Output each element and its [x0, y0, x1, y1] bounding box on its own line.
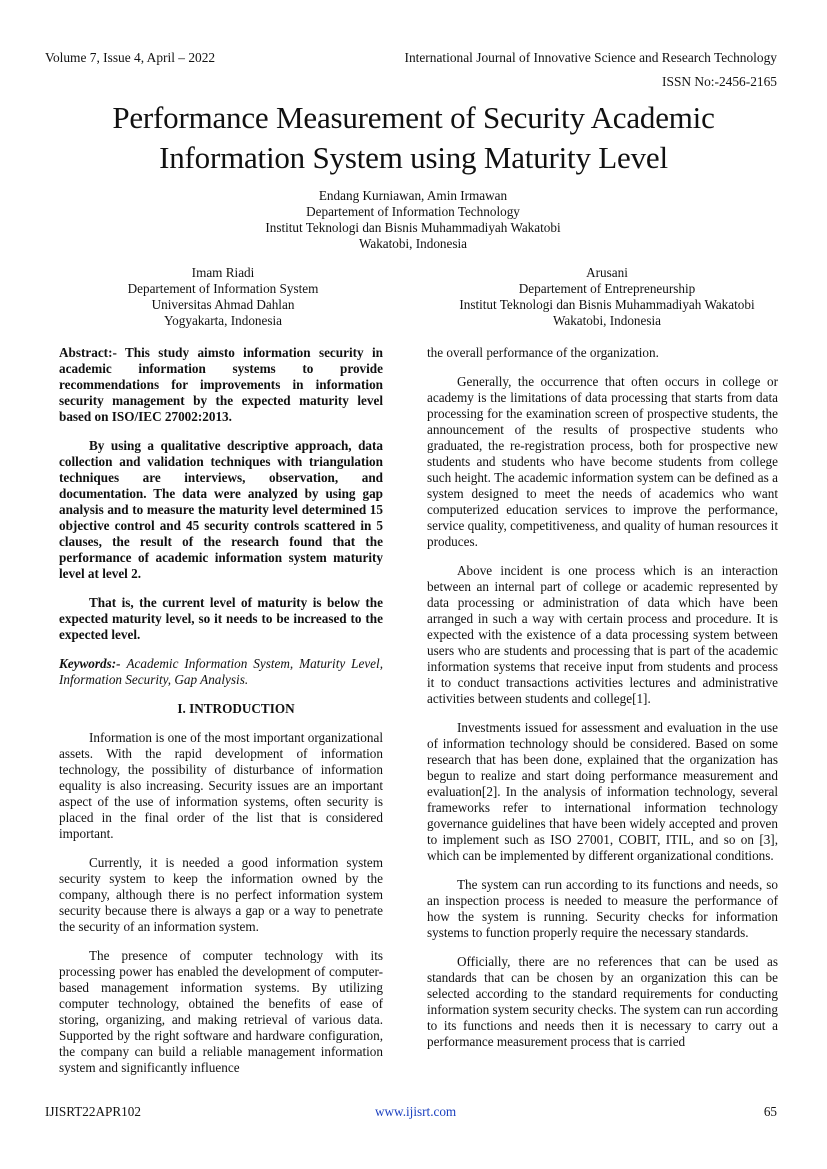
- affiliation-dept: Departement of Information System: [127, 281, 319, 296]
- keywords: Keywords:- Academic Information System, Maturity Level, Information Security, Gap Analysis.: [59, 656, 383, 687]
- abstract-label: Abstract:-: [59, 345, 117, 360]
- affiliation-location: Yogyakarta, Indonesia: [163, 313, 283, 328]
- paper-title: Performance Measurement of Security Academic Information System using Maturity Level: [112, 100, 715, 175]
- paragraph: the overall performance of the organization.: [427, 345, 659, 360]
- abstract-p1: Abstract:- This study aimsto information security in academic information systems to provide recommendations for improvements in information security management by the expected maturity level based on ISO/IEC 27002:2013.: [59, 345, 383, 424]
- author-name: Imam Riadi: [191, 265, 255, 280]
- paragraph: Investments issued for assessment and evaluation in the use of information technology should be considered. Based on some research that has been done, explained that the organization has begun to realize and start doing performance measurement and evaluation[2]. In the analysis of information technology, several frameworks refer to international information technology governance guidelines that have been widely accepted and proven to implement such as ISO 27001, COBIT, ITIL, and so on [3], which can be implemented by different organizational conditions.: [427, 720, 778, 863]
- abstract-p2: By using a qualitative descriptive approach, data collection and validation techniques with triangulation techniques are interviews, observation, and documentation. The data were analyzed by using gap analysis and to measure the maturity level determined 15 objective control and 45 security controls scattered in 5 clauses, the result of the research found that the performance of academic information system maturity level at level 2.: [59, 438, 383, 581]
- affiliation-inst: Institut Teknologi dan Bisnis Muhammadiyah Wakatobi: [459, 297, 755, 312]
- page-number: 65: [763, 1104, 777, 1119]
- paragraph: The system can run according to its functions and needs, so an inspection process is needed to measure the performance of how the system is running. Security checks for information systems to function properly require the necessary standards.: [427, 877, 778, 940]
- paper-code: IJISRT22APR102: [45, 1104, 141, 1119]
- section-heading-introduction: I. INTRODUCTION: [177, 701, 295, 716]
- affiliation-inst: Universitas Ahmad Dahlan: [151, 297, 295, 312]
- paragraph: Above incident is one process which is an interaction between an internal part of college or academic represented by data processing or administration of data which have been arranged in such a way with certain process and procedure. It is expected with the existence of a data processing system between users who are students and processing that is part of the academic information systems that receive input from students and process it to conduct transactions activities lectures and administrative activities between students and college[1].: [427, 563, 778, 706]
- paragraph: Generally, the occurrence that often occurs in college or academy is the limitations of data processing that starts from data processing for the examination screen of prospective students, the announcement of the results of prospective students who graduated, the re-registration process, both for prospective new students and students who have become students from college such height. The academic information system can be defined as a system designed to meet the needs of academics who want computerized education services to improve the performance, service quality, competitiveness, and quality of human resources it produces.: [427, 374, 778, 549]
- right-column: [427, 345, 778, 1063]
- affiliation-location: Wakatobi, Indonesia: [552, 313, 662, 328]
- affiliation-dept: Departement of Information Technology: [306, 204, 520, 219]
- paragraph: The presence of computer technology with its processing power has enabled the development of computer-based management information systems. By utilizing computer technology, obtained the benefits of ease of storing, organizing, and making retrieval of various data. Supported by the right software and hardware configuration, the company can build a reliable management information system and significantly influence: [59, 948, 383, 1075]
- author-block-main: [163, 188, 663, 252]
- author-block-left: [73, 265, 373, 329]
- author-block-right: [432, 265, 782, 329]
- issn: ISSN No:-2456-2165: [662, 74, 777, 89]
- affiliation-location: Wakatobi, Indonesia: [358, 236, 468, 251]
- volume-info: Volume 7, Issue 4, April – 2022: [45, 50, 216, 65]
- abstract-p3: That is, the current level of maturity is below the expected maturity level, so it needs to be increased to the expected level.: [59, 595, 383, 642]
- affiliation-inst: Institut Teknologi dan Bisnis Muhammadiyah Wakatobi: [265, 220, 561, 235]
- paragraph: Currently, it is needed a good information system security system to keep the information owned by the company, although there is no perfect information system security because there is always a gap or a way to penetrate the security of an information system.: [59, 855, 383, 934]
- journal-name: International Journal of Innovative Science and Research Technology: [404, 50, 777, 65]
- paragraph: Officially, there are no references that can be used as standards that can be chosen by an organization this can be selected according to the standard requirements for conducting information system security checks. The system can run according to its functions and needs then it is necessary to carry out a performance measurement process that is carried: [427, 954, 778, 1049]
- authors-names: Endang Kurniawan, Amin Irmawan: [318, 188, 508, 203]
- affiliation-dept: Departement of Entrepreneurship: [518, 281, 696, 296]
- journal-url-link[interactable]: www.ijisrt.com: [375, 1104, 457, 1119]
- author-name: Arusani: [586, 265, 628, 280]
- paragraph: Information is one of the most important organizational assets. With the rapid development of information technology, the possibility of disturbance of information equality is also increasing. Security issues are an important aspect of the use of information systems, often security is placed in the final order of the list that is considered important.: [59, 730, 383, 841]
- left-column: [59, 345, 383, 1089]
- keywords-label: Keywords:-: [59, 656, 121, 671]
